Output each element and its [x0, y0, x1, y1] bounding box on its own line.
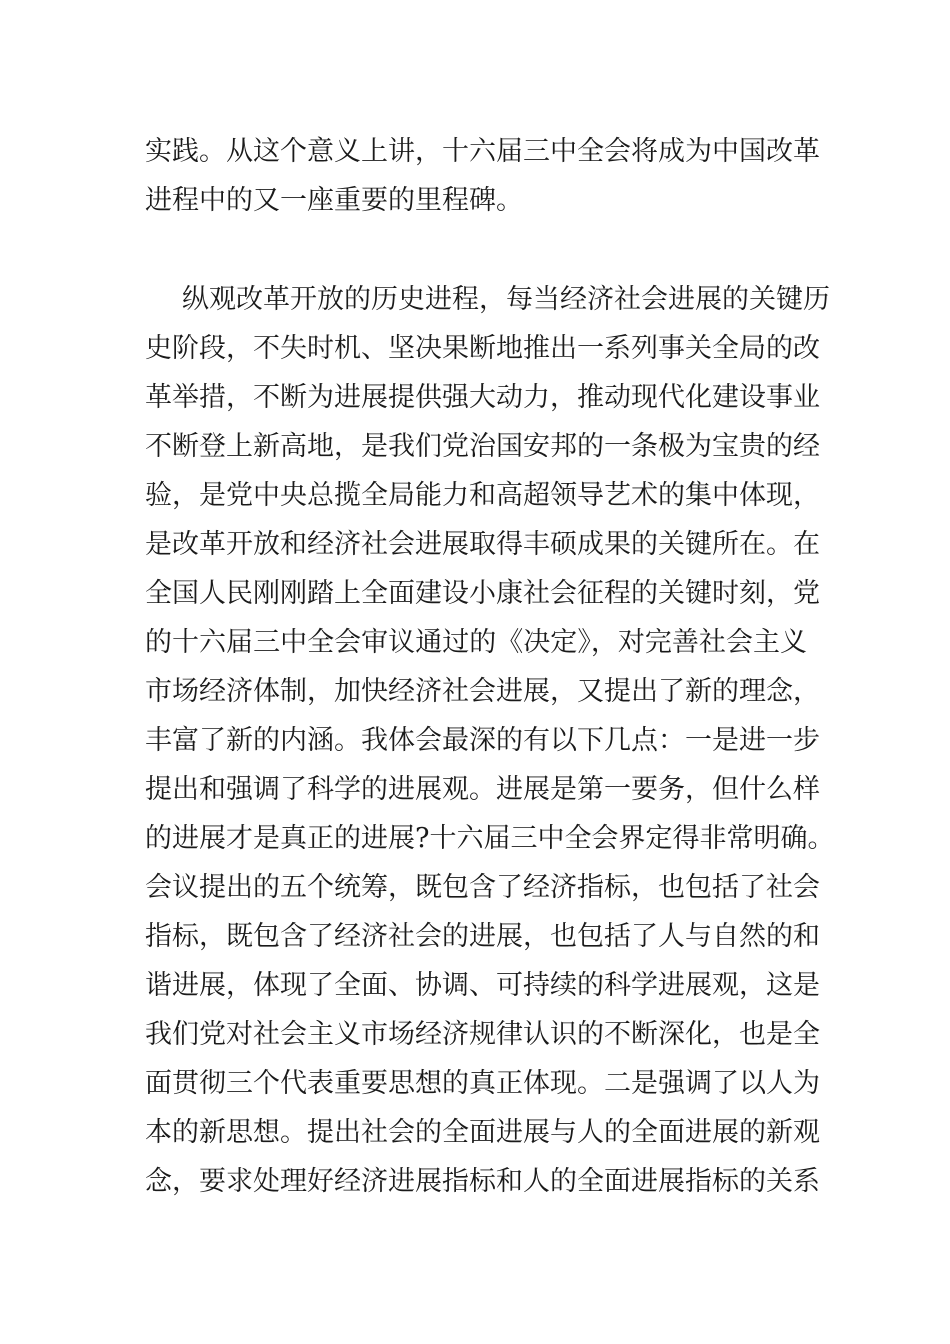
- text-line: 面贯彻三个代表重要思想的真正体现。二是强调了以人为: [145, 1068, 820, 1099]
- text-line: 会议提出的五个统筹，既包含了经济指标，也包括了社会: [145, 872, 820, 903]
- text-line-indented: 纵观改革开放的历史进程，每当经济社会进展的关键历: [182, 284, 830, 315]
- text-line: 史阶段，不失时机、坚决果断地推出一系列事关全局的改: [145, 333, 820, 364]
- text-line: 的十六届三中全会审议通过的《决定》，对完善社会主义: [145, 627, 807, 658]
- paragraph-1: [145, 127, 820, 225]
- text-line: 本的新思想。提出社会的全面进展与人的全面进展的新观: [145, 1117, 820, 1148]
- text-line: 指标，既包含了经济社会的进展，也包括了人与自然的和: [145, 921, 820, 952]
- text-line: 验，是党中央总揽全局能力和高超领导艺术的集中体现，: [145, 480, 820, 511]
- text-line: 是改革开放和经济社会进展取得丰硕成果的关键所在。在: [145, 529, 820, 560]
- text-line: 的进展才是真正的进展?十六届三中全会界定得非常明确。: [145, 823, 835, 854]
- text-line: 革举措，不断为进展提供强大动力，推动现代化建设事业: [145, 382, 820, 413]
- text-line: 市场经济体制，加快经济社会进展，又提出了新的理念，: [145, 676, 820, 707]
- text-line: 全国人民刚刚踏上全面建设小康社会征程的关键时刻，党: [145, 578, 820, 609]
- text-line: 谐进展，体现了全面、协调、可持续的科学进展观，这是: [145, 970, 820, 1001]
- text-line: 念，要求处理好经济进展指标和人的全面进展指标的关系: [145, 1166, 820, 1197]
- paragraph-2: [145, 275, 835, 1206]
- text-line: 不断登上新高地，是我们党治国安邦的一条极为宝贵的经: [145, 431, 820, 462]
- text-line: 实践。从这个意义上讲，十六届三中全会将成为中国改革: [145, 136, 820, 167]
- text-line: 我们党对社会主义市场经济规律认识的不断深化，也是全: [145, 1019, 820, 1050]
- text-line: 提出和强调了科学的进展观。进展是第一要务，但什么样: [145, 774, 820, 805]
- text-line: 进程中的又一座重要的里程碑。: [145, 185, 523, 216]
- text-line: 丰富了新的内涵。我体会最深的有以下几点：一是进一步: [145, 725, 820, 756]
